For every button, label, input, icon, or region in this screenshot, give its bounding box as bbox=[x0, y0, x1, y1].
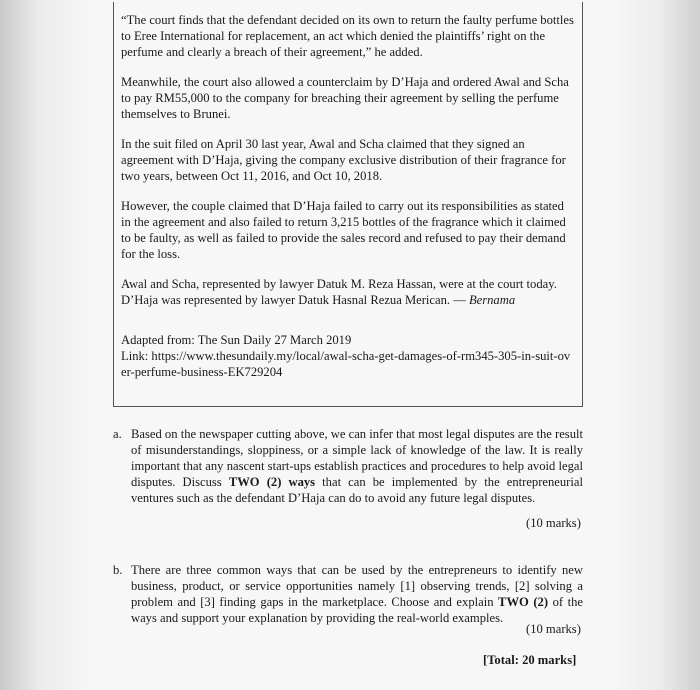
question-text-part: that can be implemented by the entrepreneurial ventures such as the defendant D’Haja can do to avoid any future legal disputes. bbox=[131, 475, 583, 505]
question-text-part: of the ways and support your explanation by providing the real-world examples. bbox=[131, 595, 584, 625]
lawyer-text: Awal and Scha, represented by lawyer Datuk M. Reza Hassan, were at the court today. D’Haja was represented by lawyer Datuk Hasnal Rezua Merican. — bbox=[121, 277, 557, 307]
question-emphasis: TWO (2) ways bbox=[228, 475, 316, 489]
marks-a: (10 marks) bbox=[526, 516, 581, 530]
byline: Bernama bbox=[468, 293, 516, 307]
source-line: Adapted from: The Sun Daily 27 March 2019 bbox=[121, 333, 352, 347]
article-paragraph: In the suit filed on April 30 last year, Awal and Scha claimed that they signed an agreement with D’Haja, giving the company exclusive distribution of their fragrance for two years, between Oct 11, 2016, and Oct 10, 2018. bbox=[121, 137, 566, 183]
article-paragraph-lawyers bbox=[121, 276, 575, 308]
question-text bbox=[131, 562, 583, 626]
article-paragraph: However, the couple claimed that D’Haja failed to carry out its responsibilities as stated in the agreement and also failed to return 3,215 bottles of the fragrance which it claimed to be faulty, as well as failed to provide the sales record and refused to pay their demand for the loss. bbox=[121, 199, 566, 261]
question-emphasis: TWO (2) bbox=[498, 595, 549, 609]
article-paragraph: Meanwhile, the court also allowed a counterclaim by D’Haja and ordered Awal and Scha to pay RM55,000 to the company for breaching their agreement by selling the perfume themselves to Brunei. bbox=[121, 75, 569, 121]
question-a bbox=[113, 426, 583, 506]
marks-b: (10 marks) bbox=[526, 622, 581, 636]
total-marks: [Total: 20 marks] bbox=[483, 653, 577, 667]
article-paragraph: “The court finds that the defendant decided on its own to return the faulty perfume bottles to Eree International for replacement, an act which denied the plaintiffs’ right on the perfume and clearly a breach of their agreement,” he added. bbox=[121, 13, 574, 59]
question-letter: a. bbox=[113, 427, 122, 441]
question-letter: b. bbox=[113, 563, 123, 577]
question-text-part: Based on the newspaper cutting above, we can infer that most legal disputes are the result of misunderstandings, sloppiness, or a simple lack of knowledge of the law. It is really important that any nascent start-ups establish practices and procedures to help avoid legal disputes. Discuss bbox=[131, 427, 583, 489]
source-link[interactable]: Link: https://www.thesundaily.my/local/awal-scha-get-damages-of-rm345-305-in-suit-over-perfume-business-EK729204 bbox=[121, 349, 571, 379]
question-text bbox=[131, 426, 583, 506]
question-b bbox=[113, 562, 583, 626]
question-text-part: There are three common ways that can be used by the entrepreneurs to identify new business, product, or service opportunities namely [1] observing trends, [2] solving a problem and [3] finding gaps in the marketplace. Choose and explain bbox=[131, 563, 583, 609]
source-block bbox=[121, 332, 575, 380]
newspaper-cutting-box bbox=[113, 2, 583, 407]
